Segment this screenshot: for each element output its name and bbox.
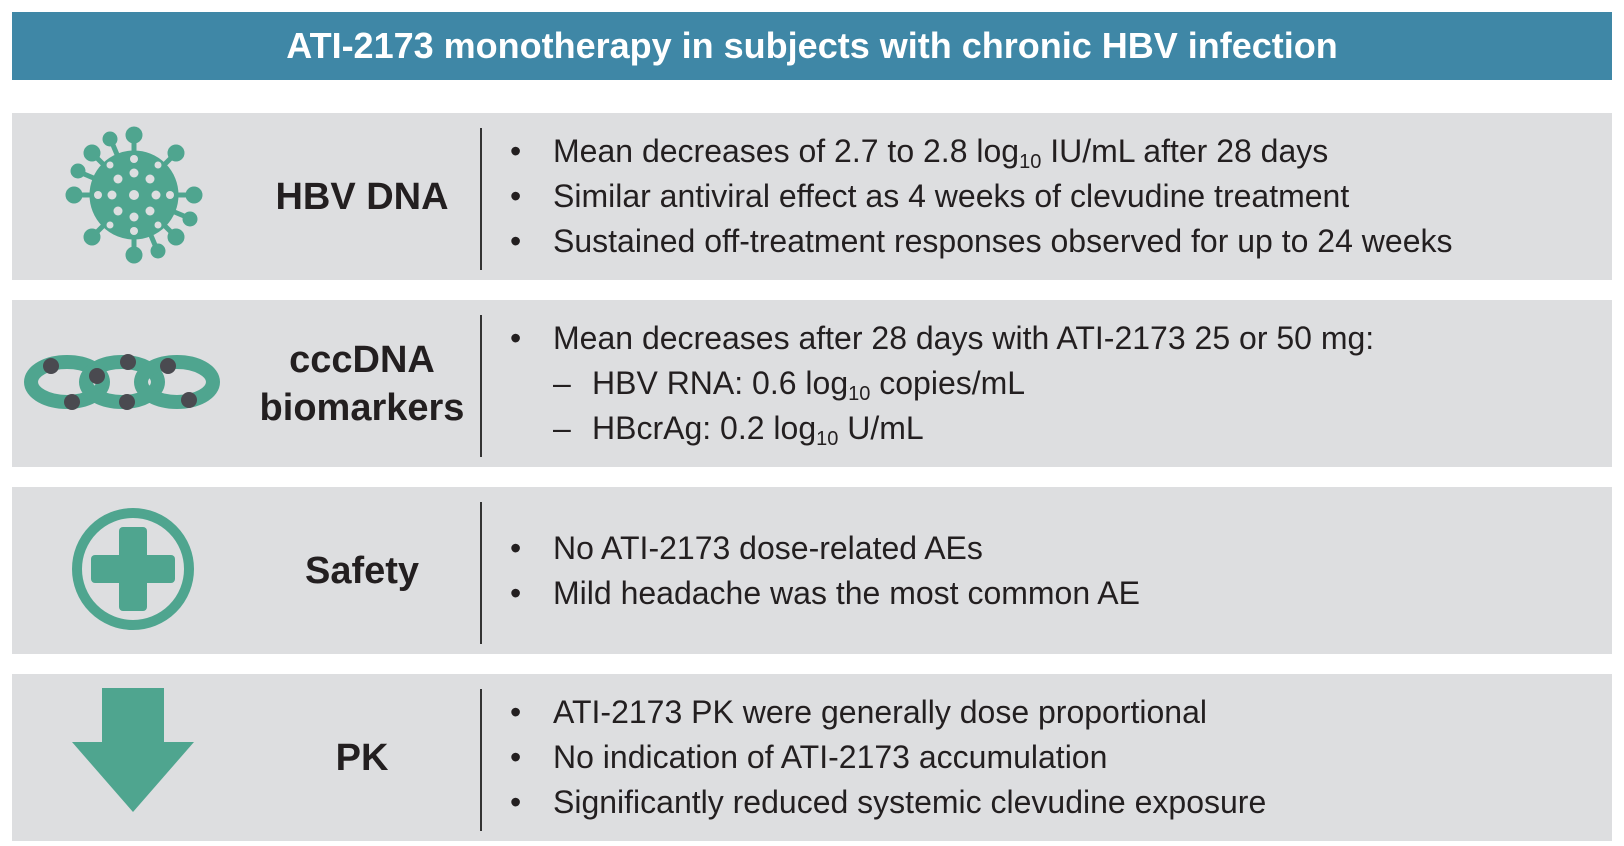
sub-bullet-item — [510, 361, 1374, 406]
sub-bullet-marker: – — [553, 410, 571, 446]
bullet-item — [510, 219, 1452, 264]
row-label-text: Safety — [304, 549, 420, 592]
virus-icon — [50, 123, 230, 270]
bullet-marker: • — [510, 694, 522, 730]
bullet-item — [510, 174, 1452, 219]
bullet-list — [510, 113, 1452, 280]
bullet-text: Mean decreases after 28 days with ATI-2173 25 or 50 mg: — [553, 320, 1375, 356]
bullet-text: Mean decreases of 2.7 to 2.8 $\log_{10} IU/mL$ after 28 days — [553, 133, 1329, 173]
row-divider — [480, 502, 482, 644]
row-label-cccdna — [212, 300, 512, 467]
bullet-text: No indication of ATI-2173 accumulation — [553, 739, 1108, 775]
row-divider — [480, 128, 482, 270]
bullet-text: Significantly reduced systemic clevudine exposure — [553, 784, 1267, 820]
sub-bullet-text: HBV RNA: 0.6 $\log_{10}$ copies/mL — [592, 365, 1026, 405]
bullet-item — [510, 780, 1266, 825]
bullet-item — [510, 129, 1452, 174]
sub-bullet-item — [510, 406, 1374, 451]
bullet-item — [510, 316, 1374, 361]
bullet-text: Similar antiviral effect as 4 weeks of clevudine treatment — [553, 178, 1350, 214]
row-label-line: biomarkers — [259, 386, 465, 429]
page-title: ATI-2173 monotherapy in subjects with chronic HBV infection — [286, 25, 1338, 66]
row-safety — [12, 487, 1612, 654]
bullet-item — [510, 690, 1266, 735]
row-divider — [480, 315, 482, 457]
sub-bullet-text: HBcrAg: 0.2 $\log_{10} U/mL$ — [592, 410, 924, 450]
bullet-text: ATI-2173 PK were generally dose proportional — [553, 694, 1207, 730]
bullet-marker: • — [510, 784, 522, 820]
cccdna-chain-icon — [20, 310, 220, 457]
row-label-line: cccDNA — [289, 338, 435, 381]
bullet-marker: • — [510, 320, 522, 356]
bullet-item — [510, 526, 1140, 571]
bullet-text: Mild headache was the most common AE — [553, 574, 1140, 611]
bullet-item — [510, 571, 1140, 616]
sub-bullet-marker: – — [553, 365, 571, 401]
bullet-list — [510, 487, 1140, 654]
row-pk — [12, 674, 1612, 841]
row-divider — [480, 689, 482, 831]
bullet-list — [510, 674, 1266, 841]
row-label-hbv-dna — [212, 113, 512, 280]
down-arrow-icon — [50, 684, 230, 831]
bullet-marker: • — [510, 739, 522, 775]
row-hbv-dna — [12, 113, 1612, 280]
bullet-marker: • — [510, 574, 522, 611]
row-label-text: HBV DNA — [275, 175, 449, 218]
bullet-marker: • — [510, 529, 522, 566]
page-title-banner — [12, 12, 1612, 80]
bullet-text: No ATI-2173 dose-related AEs — [553, 529, 983, 566]
row-label-pk — [212, 674, 512, 841]
row-cccdna-biomarkers — [12, 300, 1612, 467]
row-label-text: PK — [335, 736, 389, 779]
medical-cross-icon — [50, 497, 230, 644]
bullet-marker: • — [510, 223, 522, 259]
bullet-text: Sustained off-treatment responses observed for up to 24 weeks — [553, 223, 1453, 259]
bullet-marker: • — [510, 133, 522, 169]
row-label-safety — [212, 487, 512, 654]
bullet-marker: • — [510, 178, 522, 214]
bullet-list — [510, 300, 1374, 467]
bullet-item — [510, 735, 1266, 780]
